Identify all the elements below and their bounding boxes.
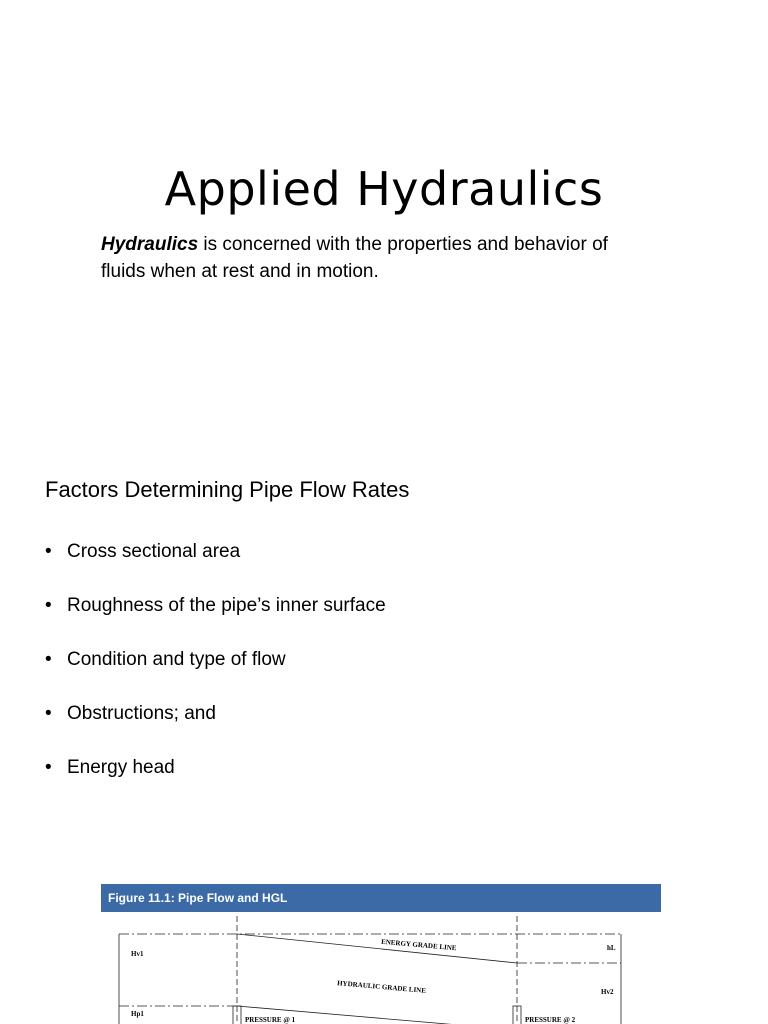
intro-rest-line1: is concerned with the properties and behavior of (198, 234, 608, 255)
list-item (45, 537, 386, 591)
hydraulic-grade-label: HYDRAULIC GRADE LINE (336, 979, 427, 995)
hgl-diagram-svg (101, 912, 661, 1024)
list-item (45, 591, 386, 645)
intro-term: Hydraulics (101, 234, 199, 255)
hv1-label: Hv1 (131, 950, 144, 958)
list-item-text: Roughness of the pipe’s inner surface (67, 595, 386, 616)
energy-grade-line (237, 934, 517, 963)
bullet-icon: • (45, 541, 52, 562)
list-item-text: Condition and type of flow (67, 649, 286, 670)
hl-label: hL (607, 944, 616, 952)
bullet-icon: • (45, 649, 52, 670)
pressure-1-label: PRESSURE @ 1 (245, 1016, 296, 1024)
energy-grade-label: ENERGY GRADE LINE (380, 937, 457, 953)
pipe-flow-figure (101, 884, 661, 1024)
figure-caption: Figure 11.1: Pipe Flow and HGL (101, 884, 661, 912)
factors-heading: Factors Determining Pipe Flow Rates (45, 477, 410, 502)
list-item-text: Obstructions; and (67, 703, 216, 724)
list-item-text: Energy head (67, 757, 175, 778)
pressure-2-label: PRESSURE @ 2 (525, 1016, 576, 1024)
bullet-icon: • (45, 595, 52, 616)
bullet-icon: • (45, 703, 52, 724)
list-item (45, 699, 386, 753)
figure-diagram (101, 912, 661, 1024)
hv2-label: Hv2 (601, 988, 614, 996)
list-item (45, 645, 386, 699)
list-item-text: Cross sectional area (67, 541, 241, 562)
bullet-icon: • (45, 757, 52, 778)
intro-paragraph (101, 231, 681, 285)
hp1-label: Hp1 (131, 1010, 144, 1018)
slide-title: Applied Hydraulics (164, 162, 604, 216)
intro-line2: fluids when at rest and in motion. (101, 261, 379, 282)
factors-list (45, 537, 386, 807)
list-item (45, 753, 386, 807)
